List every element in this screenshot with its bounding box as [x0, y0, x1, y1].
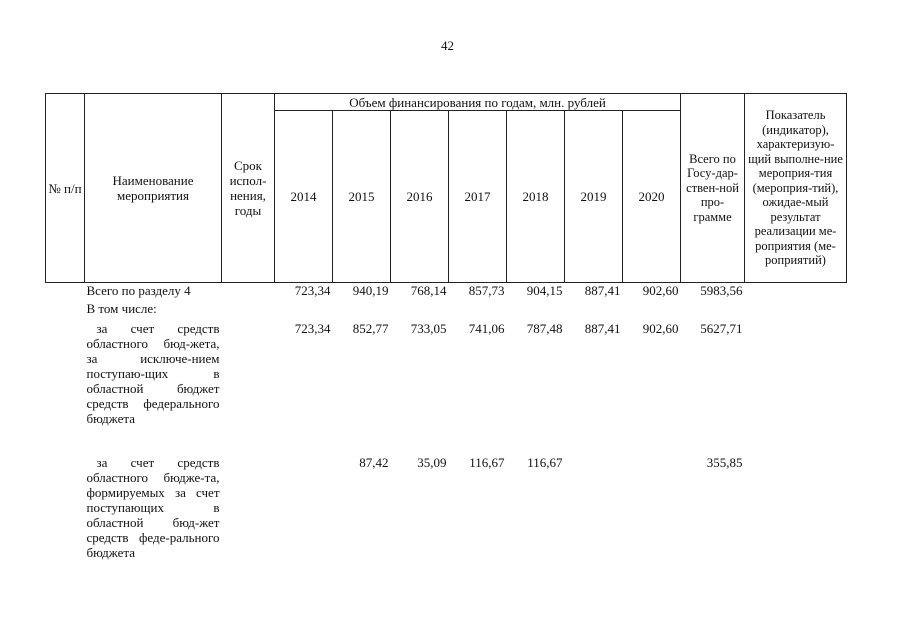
cell-value: 723,34	[294, 321, 331, 336]
cell-value: 116,67	[469, 455, 505, 470]
header-funding-group: Объем финансирования по годам, млн. рублей	[275, 94, 681, 111]
header-year: 2016	[391, 111, 449, 283]
cell-value: 35,09	[417, 455, 447, 470]
row-name: Всего по разделу 4	[86, 283, 191, 298]
cell-value	[565, 455, 623, 560]
row-name: за счет средств областного бюдже-та, формируемых за счет поступающих в областной бюд-жет средств феде-рального бюджета	[86, 455, 220, 560]
cell-value	[449, 301, 507, 321]
header-total: Всего по Госу-дар-ствен-ной про-грамме	[681, 94, 745, 283]
cell-value: 116,67	[527, 455, 563, 470]
table-row	[46, 321, 847, 455]
header-year: 2020	[623, 111, 681, 283]
header-num: № п/п	[46, 94, 85, 283]
cell-value: 940,19	[352, 283, 389, 298]
header-year: 2018	[507, 111, 565, 283]
cell-value: 887,41	[584, 283, 621, 298]
page-number: 42	[441, 38, 454, 53]
cell-value: 887,41	[584, 321, 621, 336]
cell-value: 902,60	[642, 283, 679, 298]
header-name: Наименование мероприятия	[85, 94, 222, 283]
cell-value	[275, 455, 333, 560]
cell-value: 723,34	[294, 283, 331, 298]
cell-value: 733,05	[410, 321, 447, 336]
header-year: 2019	[565, 111, 623, 283]
header-year: 2014	[275, 111, 333, 283]
cell-value	[507, 301, 565, 321]
table-row	[46, 283, 847, 302]
cell-value: 902,60	[642, 321, 679, 336]
table-row	[46, 301, 847, 321]
cell-total: 5983,56	[700, 283, 743, 298]
row-name: В том числе:	[86, 301, 157, 316]
cell-value: 857,73	[468, 283, 505, 298]
header-indicator: Показатель (индикатор), характеризую-щий выполне-ние мероприя-тия (мероприя-тий), ожидае-мый результат реализации ме-роприятия (ме-роприятий)	[745, 94, 847, 283]
cell-value: 87,42	[359, 455, 389, 470]
header-year: 2015	[333, 111, 391, 283]
cell-value: 852,77	[352, 321, 389, 336]
cell-total: 5627,71	[700, 321, 743, 336]
cell-total	[681, 301, 745, 321]
cell-value	[275, 301, 333, 321]
cell-value	[623, 455, 681, 560]
cell-value: 768,14	[410, 283, 447, 298]
cell-value	[623, 301, 681, 321]
header-term: Срок испол-нения, годы	[222, 94, 275, 283]
cell-value	[391, 301, 449, 321]
table-row	[46, 455, 847, 560]
cell-value	[333, 301, 391, 321]
funding-table	[45, 93, 847, 560]
header-year: 2017	[449, 111, 507, 283]
cell-value: 741,06	[468, 321, 505, 336]
row-name: за счет средств областного бюд-жета, за исключе-нием поступаю-щих в областной бюджет средств федерального бюджета	[86, 321, 220, 426]
cell-total: 355,85	[706, 455, 743, 470]
cell-value: 787,48	[526, 321, 563, 336]
cell-value	[565, 301, 623, 321]
cell-value: 904,15	[526, 283, 563, 298]
